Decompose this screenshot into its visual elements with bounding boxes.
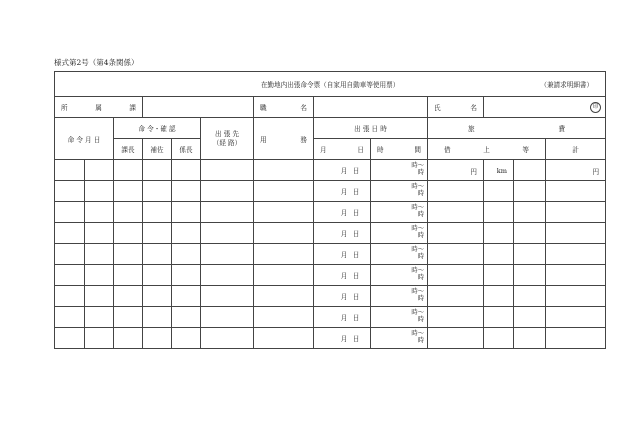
month-day-cell[interactable]: 月 日 xyxy=(314,202,371,223)
entry-cell[interactable] xyxy=(172,328,201,349)
expense-cell[interactable] xyxy=(484,307,514,328)
entry-cell[interactable] xyxy=(85,181,114,202)
expense-cell[interactable] xyxy=(546,181,606,202)
entry-cell[interactable] xyxy=(55,307,85,328)
month-day-cell[interactable]: 月 日 xyxy=(314,160,371,181)
entry-cell[interactable] xyxy=(143,286,172,307)
expense-cell[interactable] xyxy=(428,328,484,349)
entry-cell[interactable] xyxy=(85,265,114,286)
entry-cell[interactable] xyxy=(143,307,172,328)
entry-cell[interactable] xyxy=(172,202,201,223)
entry-cell[interactable] xyxy=(85,244,114,265)
travel-order-form xyxy=(54,71,606,349)
expense-cell[interactable] xyxy=(546,265,606,286)
extra-cell[interactable] xyxy=(514,160,546,181)
entry-cell[interactable] xyxy=(201,244,254,265)
entry-cell[interactable] xyxy=(85,202,114,223)
entry-cell[interactable] xyxy=(85,223,114,244)
position-field[interactable] xyxy=(314,97,428,118)
month-day-header: 月 日 xyxy=(314,139,371,160)
subsection-chief-header: 係長 xyxy=(172,139,201,160)
form-title: 在勤地内出張命令票（自家用自動車等使用票） xyxy=(260,81,400,89)
entry-cell[interactable] xyxy=(114,328,143,349)
entry-cell[interactable] xyxy=(201,265,254,286)
month-day-cell[interactable]: 月 日 xyxy=(314,181,371,202)
table-row xyxy=(55,181,606,202)
expense-cell[interactable] xyxy=(514,181,546,202)
expense-cell[interactable] xyxy=(546,202,606,223)
entry-cell[interactable] xyxy=(172,286,201,307)
distance-cell[interactable]: km xyxy=(484,160,514,181)
entry-cell[interactable] xyxy=(114,265,143,286)
expense-cell[interactable] xyxy=(546,286,606,307)
entry-cell[interactable] xyxy=(85,307,114,328)
form-subtitle: （兼請求明細書） xyxy=(540,81,594,89)
entry-cell[interactable] xyxy=(254,181,314,202)
entry-cell[interactable] xyxy=(55,286,85,307)
position-label: 職 名 xyxy=(254,97,314,118)
travel-expense-header: 旅 費 xyxy=(428,118,606,139)
expense-cell[interactable] xyxy=(514,223,546,244)
entry-cell[interactable] xyxy=(143,244,172,265)
time-cell[interactable]: 時～ 時 xyxy=(371,265,428,286)
expense-cell[interactable] xyxy=(514,286,546,307)
entry-cell[interactable] xyxy=(55,223,85,244)
entry-cell[interactable] xyxy=(85,328,114,349)
entry-cell[interactable] xyxy=(201,181,254,202)
entry-cell[interactable] xyxy=(114,286,143,307)
entry-cell[interactable] xyxy=(114,307,143,328)
entry-cell[interactable] xyxy=(201,286,254,307)
expense-cell[interactable] xyxy=(484,223,514,244)
expense-cell[interactable] xyxy=(484,181,514,202)
expense-cell[interactable] xyxy=(484,328,514,349)
entry-cell[interactable] xyxy=(254,244,314,265)
expense-cell[interactable] xyxy=(514,265,546,286)
time-cell[interactable]: 時～ 時 xyxy=(371,223,428,244)
time-cell[interactable]: 時～ 時 xyxy=(371,286,428,307)
expense-cell[interactable] xyxy=(546,328,606,349)
time-cell[interactable]: 時～ 時 xyxy=(371,181,428,202)
time-cell[interactable]: 時～ 時 xyxy=(371,244,428,265)
entry-cell[interactable] xyxy=(201,202,254,223)
month-day-cell[interactable]: 月 日 xyxy=(314,328,371,349)
destination-header: 出 張 先 （経 路） xyxy=(201,118,254,160)
expense-cell[interactable] xyxy=(546,223,606,244)
form-title-cell xyxy=(55,72,606,97)
expense-cell[interactable] xyxy=(514,328,546,349)
entry-cell[interactable] xyxy=(254,286,314,307)
entry-cell[interactable] xyxy=(172,160,201,181)
section-chief-header: 課長 xyxy=(114,139,143,160)
expense-cell[interactable] xyxy=(428,223,484,244)
order-date-header: 命 令 月 日 xyxy=(55,118,114,160)
total-cell[interactable]: 円 xyxy=(546,160,606,181)
expense-cell[interactable] xyxy=(514,244,546,265)
entry-cell[interactable] xyxy=(114,160,143,181)
month-day-cell[interactable]: 月 日 xyxy=(314,244,371,265)
entry-cell[interactable] xyxy=(143,223,172,244)
month-day-cell[interactable]: 月 日 xyxy=(314,307,371,328)
borrow-up-header: 借 上 等 xyxy=(428,139,546,160)
entry-cell[interactable] xyxy=(254,328,314,349)
affiliation-field[interactable] xyxy=(143,97,254,118)
borrow-amount-cell[interactable]: 円 xyxy=(428,160,484,181)
entry-cell[interactable] xyxy=(85,286,114,307)
entry-cell[interactable] xyxy=(172,223,201,244)
table-row xyxy=(55,307,606,328)
assistant-header: 補佐 xyxy=(143,139,172,160)
entry-cell[interactable] xyxy=(55,202,85,223)
table-row xyxy=(55,286,606,307)
entry-cell[interactable] xyxy=(254,202,314,223)
entry-cell[interactable] xyxy=(114,181,143,202)
table-row xyxy=(55,265,606,286)
entry-cell[interactable] xyxy=(201,328,254,349)
entry-cell[interactable] xyxy=(254,307,314,328)
entry-cell[interactable] xyxy=(143,328,172,349)
entry-cell[interactable] xyxy=(201,160,254,181)
total-header: 計 xyxy=(546,139,606,160)
expense-cell[interactable] xyxy=(546,307,606,328)
entry-cell[interactable] xyxy=(114,244,143,265)
entry-cell[interactable] xyxy=(55,265,85,286)
table-row xyxy=(55,328,606,349)
expense-cell[interactable] xyxy=(428,265,484,286)
table-row xyxy=(55,244,606,265)
expense-cell[interactable] xyxy=(484,202,514,223)
entry-cell[interactable] xyxy=(55,181,85,202)
entry-cell[interactable] xyxy=(143,181,172,202)
entry-cell[interactable] xyxy=(201,307,254,328)
month-day-cell[interactable]: 月 日 xyxy=(314,286,371,307)
expense-cell[interactable] xyxy=(546,244,606,265)
month-day-cell[interactable]: 月 日 xyxy=(314,265,371,286)
table-row xyxy=(55,160,606,181)
expense-cell[interactable] xyxy=(428,286,484,307)
entry-cell[interactable] xyxy=(143,160,172,181)
entry-cell[interactable] xyxy=(254,223,314,244)
order-confirm-header: 命 令・確 認 xyxy=(114,118,201,139)
table-row xyxy=(55,202,606,223)
expense-cell[interactable] xyxy=(428,244,484,265)
entry-cell[interactable] xyxy=(143,202,172,223)
trip-datetime-header: 出 張 日 時 xyxy=(314,118,428,139)
time-cell[interactable]: 時～ 時 xyxy=(371,202,428,223)
form-number: 様式第2号（第4条関係） xyxy=(54,58,139,67)
entry-cell[interactable] xyxy=(114,223,143,244)
entry-cell[interactable] xyxy=(254,160,314,181)
entry-cell[interactable] xyxy=(55,328,85,349)
expense-cell[interactable] xyxy=(428,202,484,223)
seal-mark: 印 xyxy=(590,102,601,113)
expense-cell[interactable] xyxy=(514,202,546,223)
entry-cell[interactable] xyxy=(201,223,254,244)
entry-rows xyxy=(55,160,606,349)
time-cell[interactable]: 時～ 時 xyxy=(371,328,428,349)
time-cell[interactable]: 時～ 時 xyxy=(371,160,428,181)
entry-cell[interactable] xyxy=(114,202,143,223)
entry-cell[interactable] xyxy=(143,265,172,286)
expense-cell[interactable] xyxy=(484,244,514,265)
affiliation-label: 所 属 課 xyxy=(55,97,143,118)
entry-cell[interactable] xyxy=(172,307,201,328)
name-field[interactable] xyxy=(484,97,606,118)
entry-cell[interactable] xyxy=(172,244,201,265)
business-header: 用 務 xyxy=(254,118,314,160)
entry-cell[interactable] xyxy=(55,244,85,265)
entry-cell[interactable] xyxy=(55,160,85,181)
entry-cell[interactable] xyxy=(85,160,114,181)
table-row xyxy=(55,223,606,244)
time-header: 時 間 xyxy=(371,139,428,160)
expense-cell[interactable] xyxy=(514,307,546,328)
expense-cell[interactable] xyxy=(484,286,514,307)
entry-cell[interactable] xyxy=(172,181,201,202)
expense-cell[interactable] xyxy=(428,307,484,328)
month-day-cell[interactable]: 月 日 xyxy=(314,223,371,244)
entry-cell[interactable] xyxy=(172,265,201,286)
entry-cell[interactable] xyxy=(254,265,314,286)
expense-cell[interactable] xyxy=(428,181,484,202)
name-label: 氏 名 xyxy=(428,97,484,118)
time-cell[interactable]: 時～ 時 xyxy=(371,307,428,328)
expense-cell[interactable] xyxy=(484,265,514,286)
